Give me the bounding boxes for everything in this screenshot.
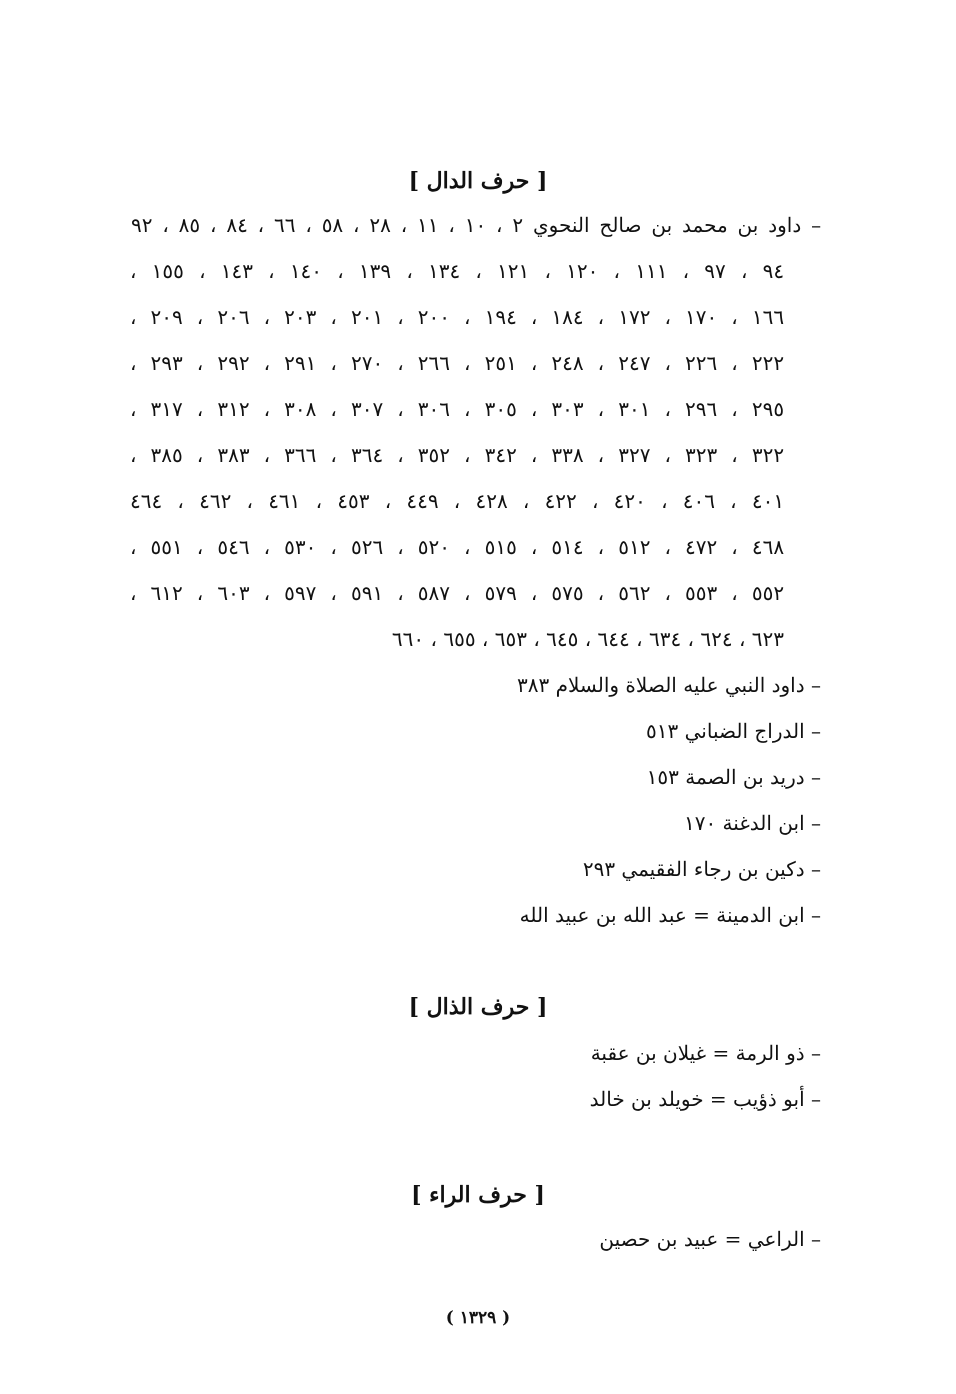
entry-dawud-nahwi-line-5: ٢٩٥ ، ٢٩٦ ، ٣٠١ ، ٣٠٣ ، ٣٠٥ ، ٣٠٦ ، ٣٠٧ ، ٣٠٨ ، ٣١٢ ، ٣١٧ ، <box>130 397 785 421</box>
entry-dukayn: – دكين بن رجاء الفقيمي ٢٩٣ <box>582 857 821 881</box>
entry-dawud-nahwi-line-8: ٤٦٨ ، ٤٧٢ ، ٥١٢ ، ٥١٤ ، ٥١٥ ، ٥٢٠ ، ٥٢٦ ، ٥٣٠ ، ٥٤٦ ، ٥٥١ ، <box>130 535 785 559</box>
entry-dawud-nabi: – داود النبي عليه الصلاة والسلام ٣٨٣ <box>517 673 821 697</box>
entry-dawud-nahwi-line-4: ٢٢٢ ، ٢٢٦ ، ٢٤٧ ، ٢٤٨ ، ٢٥١ ، ٢٦٦ ، ٢٧٠ ، ٢٩١ ، ٢٩٢ ، ٢٩٣ ، <box>130 351 785 375</box>
entry-ibn-dumayna: – ابن الدمينة = عبد الله بن عبيد الله <box>519 903 821 927</box>
entry-ibn-dughunna: – ابن الدغنة ١٧٠ <box>683 811 821 835</box>
entry-dawud-nahwi-line-3: ١٦٦ ، ١٧٠ ، ١٧٢ ، ١٨٤ ، ١٩٤ ، ٢٠٠ ، ٢٠١ ، ٢٠٣ ، ٢٠٦ ، ٢٠٩ ، <box>130 305 785 329</box>
entry-dhu-rumma: – ذو الرمة = غيلان بن عقبة <box>590 1041 821 1065</box>
entry-abu-dhuayb: – أبو ذؤيب = خويلد بن خالد <box>589 1087 821 1111</box>
entry-dawud-nahwi-line-6: ٣٢٢ ، ٣٢٣ ، ٣٢٧ ، ٣٣٨ ، ٣٤٢ ، ٣٥٢ ، ٣٦٤ ، ٣٦٦ ، ٣٨٣ ، ٣٨٥ ، <box>130 443 785 467</box>
entry-dawud-nahwi-line-7: ٤٠١ ، ٤٠٦ ، ٤٢٠ ، ٤٢٢ ، ٤٢٨ ، ٤٤٩ ، ٤٥٣ ، ٤٦١ ، ٤٦٢ ، ٤٦٤ <box>130 489 785 513</box>
entry-dawud-nahwi-line-9: ٥٥٢ ، ٥٥٣ ، ٥٦٢ ، ٥٧٥ ، ٥٧٩ ، ٥٨٧ ، ٥٩١ ، ٥٩٧ ، ٦٠٣ ، ٦١٢ ، <box>130 581 785 605</box>
entry-dawud-nahwi-line-1: – داود بن محمد بن صالح النحوي ٢ ، ١٠ ، ١١ ، ٢٨ ، ٥٨ ، ٦٦ ، ٨٤ ، ٨٥ ، ٩٢ <box>131 213 822 237</box>
entry-durayd: – دريد بن الصمة ١٥٣ <box>646 765 821 789</box>
page-number: ( ١٣٢٩ ) <box>445 1308 511 1328</box>
section-heading-dal: [ حرف الدال ] <box>408 168 548 194</box>
section-heading-dhal: [ حرف الذال ] <box>408 994 548 1020</box>
entry-rai: – الراعي = عبيد بن حصين <box>599 1227 821 1251</box>
entry-dawud-nahwi-line-10: ٦٢٣ ، ٦٢٤ ، ٦٣٤ ، ٦٤٤ ، ٦٤٥ ، ٦٥٣ ، ٦٥٥ ، ٦٦٠ <box>391 627 784 651</box>
entry-darraj: – الدراج الضباني ٥١٣ <box>646 719 821 743</box>
section-heading-ra: [ حرف الراء ] <box>411 1182 545 1208</box>
entry-dawud-nahwi-line-2: ٩٤ ، ٩٧ ، ١١١ ، ١٢٠ ، ١٢١ ، ١٣٤ ، ١٣٩ ، ١٤٠ ، ١٤٣ ، ١٥٥ ، <box>130 259 785 283</box>
